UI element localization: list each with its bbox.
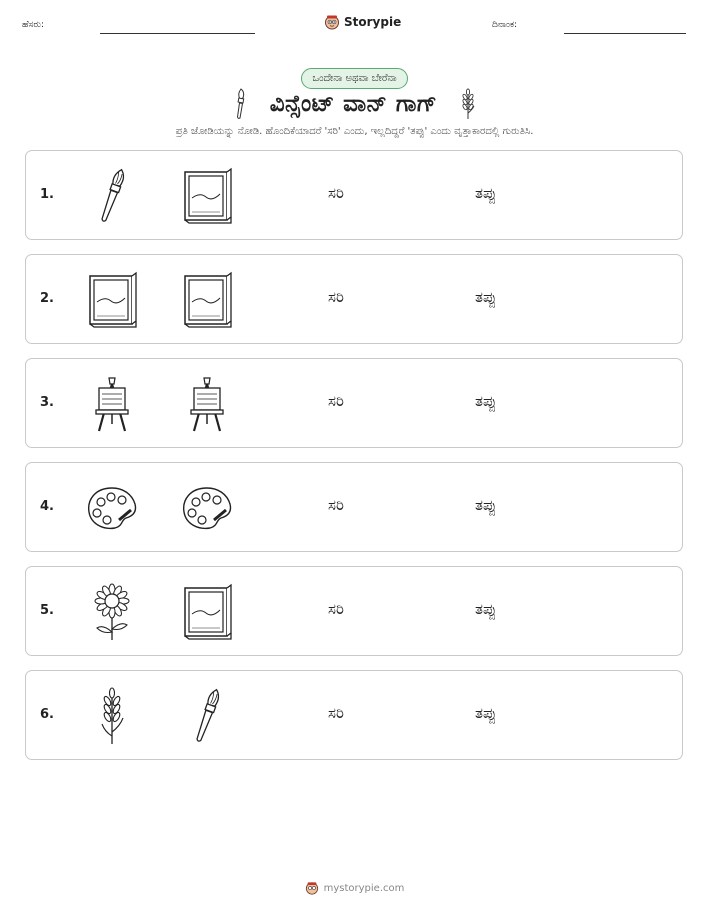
worksheet-type-badge: ಒಂದೇನಾ ಅಥವಾ ಬೇರೆನಾ	[301, 68, 407, 89]
title-row	[0, 88, 709, 120]
option-different[interactable]: ತಪ್ಪು	[475, 496, 497, 514]
paintbrush-icon	[81, 166, 143, 226]
exercise-row	[25, 566, 683, 656]
exercise-row	[25, 462, 683, 552]
name-field-line[interactable]	[100, 33, 255, 34]
storypie-mascot-icon	[305, 881, 319, 895]
row-number: 5.	[40, 603, 54, 618]
name-label: ಹೆಸರು:	[22, 20, 45, 30]
palette-icon	[176, 478, 238, 538]
sunflower-icon	[81, 582, 143, 642]
option-same[interactable]: ಸರಿ	[328, 392, 344, 410]
exercise-row	[25, 254, 683, 344]
option-same[interactable]: ಸರಿ	[328, 496, 344, 514]
brand-name: Storypie	[344, 15, 402, 29]
row-number: 4.	[40, 499, 54, 514]
palette-icon	[81, 478, 143, 538]
canvas-icon	[176, 270, 238, 330]
canvas-icon	[81, 270, 143, 330]
option-same[interactable]: ಸರಿ	[328, 704, 344, 722]
option-different[interactable]: ತಪ್ಪು	[475, 184, 497, 202]
row-number: 3.	[40, 395, 54, 410]
footer	[0, 881, 709, 895]
paintbrush-icon	[176, 686, 238, 746]
wheat-icon	[81, 686, 143, 746]
footer-url[interactable]: mystorypie.com	[323, 882, 405, 894]
paintbrush-icon	[232, 88, 248, 120]
wheat-icon	[459, 88, 477, 120]
storypie-mascot-icon	[324, 14, 340, 30]
option-different[interactable]: ತಪ್ಪು	[475, 392, 497, 410]
canvas-icon	[176, 582, 238, 642]
option-same[interactable]: ಸರಿ	[328, 184, 344, 202]
canvas-icon	[176, 166, 238, 226]
option-different[interactable]: ತಪ್ಪು	[475, 600, 497, 618]
option-same[interactable]: ಸರಿ	[328, 288, 344, 306]
storypie-logo	[324, 14, 401, 30]
row-number: 6.	[40, 707, 54, 722]
instructions: ಪ್ರತಿ ಜೋಡಿಯನ್ನು ನೋಡಿ. ಹೊಂದಿಕೆಯಾದರೆ 'ಸರಿ' ಎಂದು, ಇಲ್ಲದಿದ್ದರೆ 'ತಪ್ಪು' ಎಂದು ವೃತ್ತಾಕಾರದಲ್ಲಿ ಗುರುತಿಸಿ.	[175, 126, 534, 137]
exercise-row	[25, 670, 683, 760]
row-number: 1.	[40, 187, 54, 202]
page-title: ವಿನ್ಸೆಂಟ್ ವಾನ್ ಗಾಗ್	[269, 91, 438, 117]
date-label: ದಿನಾಂಕ:	[492, 20, 518, 30]
option-different[interactable]: ತಪ್ಪು	[475, 704, 497, 722]
easel-icon	[176, 374, 238, 434]
worksheet-header	[0, 14, 709, 38]
row-number: 2.	[40, 291, 54, 306]
date-field-line[interactable]	[564, 33, 686, 34]
option-different[interactable]: ತಪ್ಪು	[475, 288, 497, 306]
exercise-row	[25, 358, 683, 448]
exercise-row	[25, 150, 683, 240]
easel-icon	[81, 374, 143, 434]
option-same[interactable]: ಸರಿ	[328, 600, 344, 618]
